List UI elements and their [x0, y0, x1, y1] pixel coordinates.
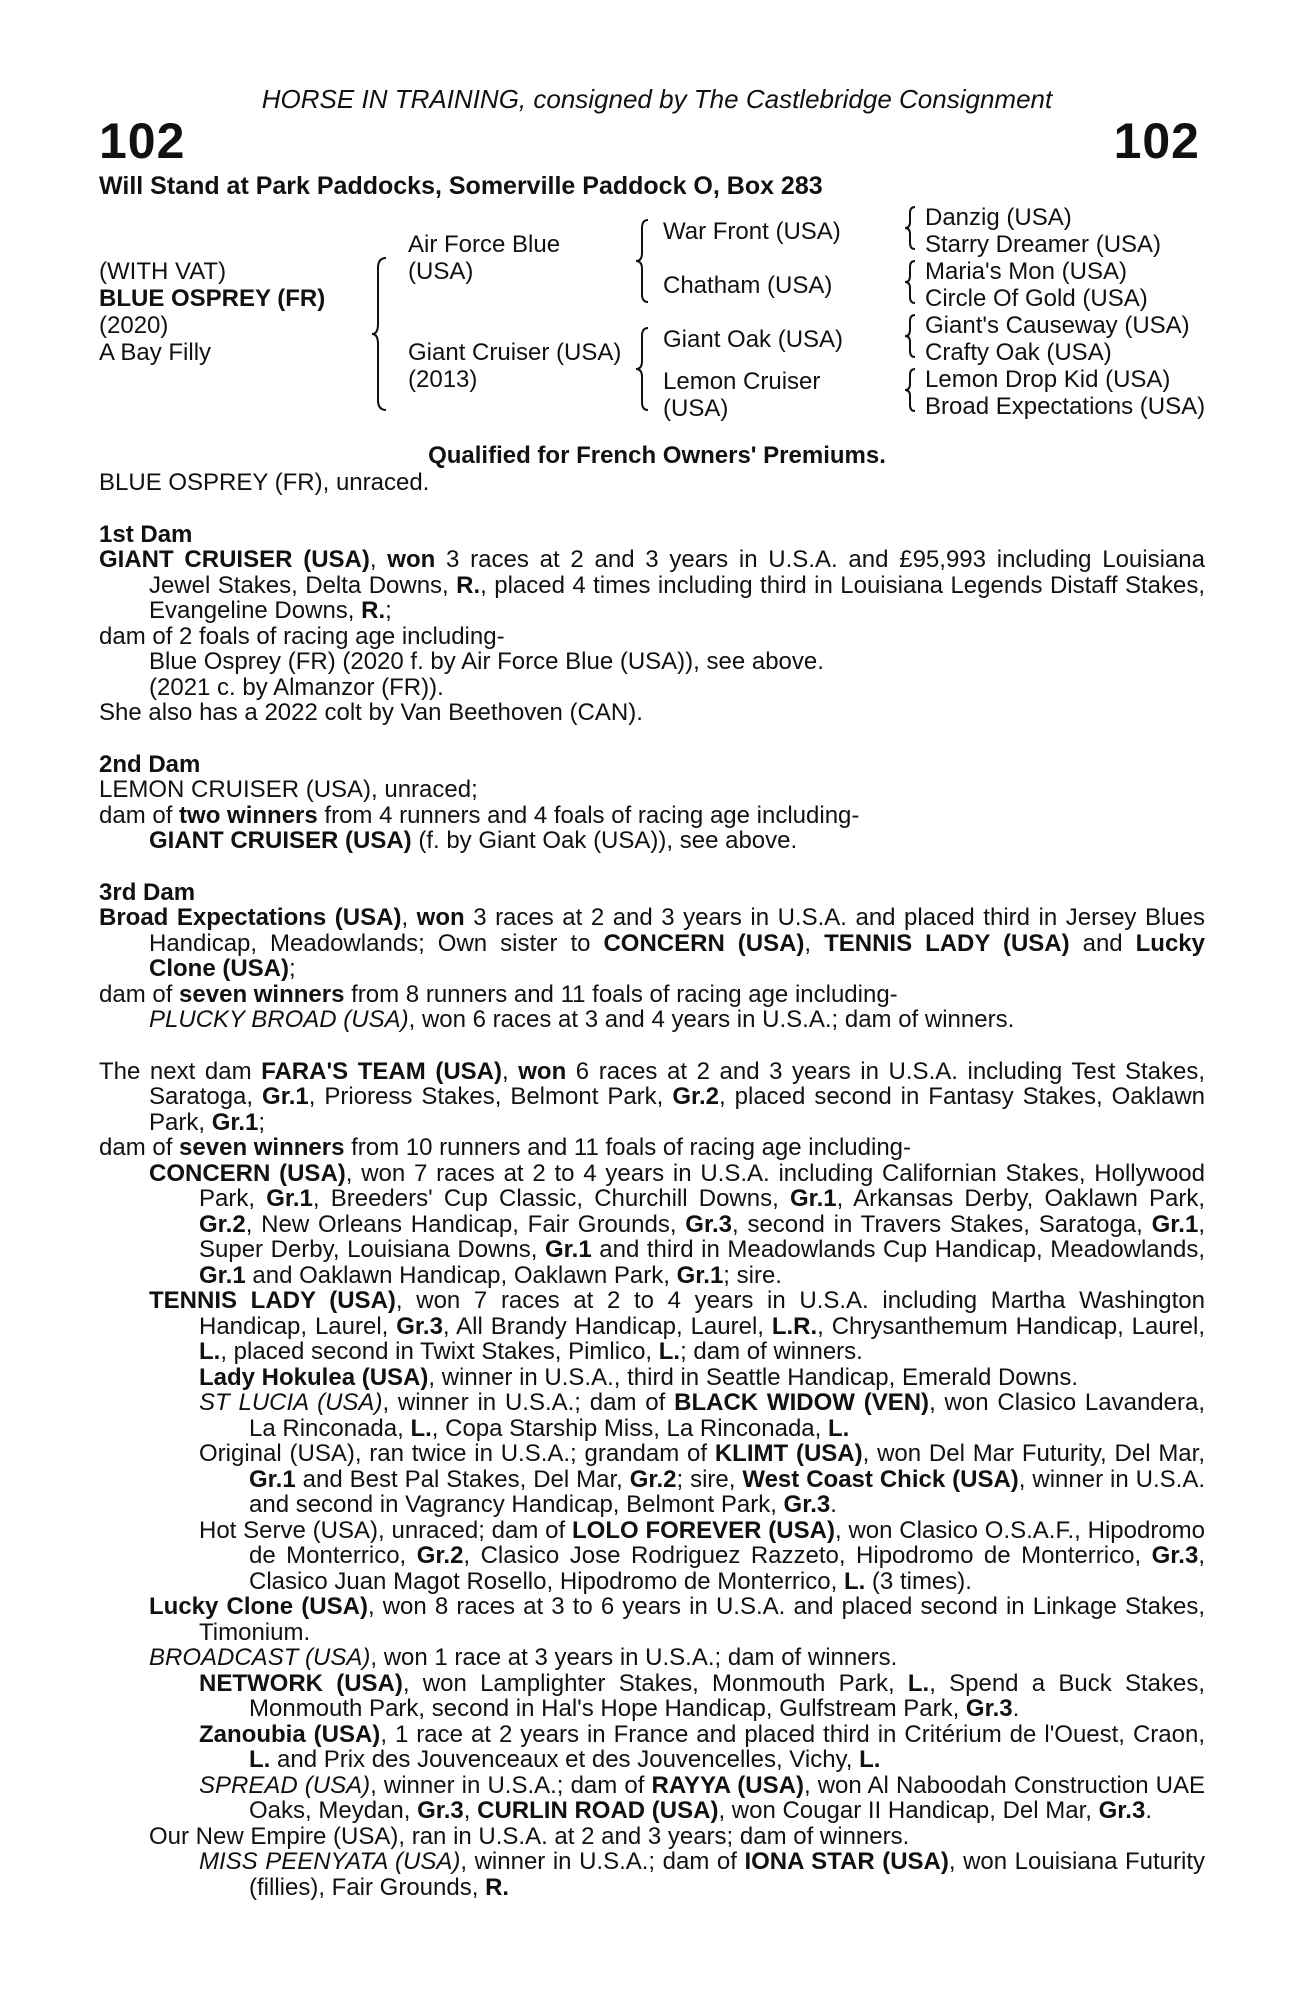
dd-country: (USA)	[663, 395, 729, 422]
second-dam-heading: 2nd Dam	[99, 750, 201, 778]
first-dam-produce: dam of 2 foals of racing age including-	[99, 622, 505, 650]
record-text: ; sire.	[723, 1261, 782, 1289]
record-text: .	[830, 1491, 837, 1518]
record-text: , Super Derby, Louisiana Downs,	[199, 1210, 1205, 1263]
record-text: .	[1012, 1695, 1020, 1722]
record-text: , second in Travers Stakes, Saratoga,	[732, 1210, 1152, 1238]
record-text: , won Lamplighter Stakes, Monmouth Park,	[402, 1669, 908, 1697]
record-text: , Prioress Stakes, Belmont Park,	[308, 1083, 673, 1110]
grade-label: Gr.1	[211, 1108, 259, 1136]
grade-label: Gr.3	[1098, 1797, 1146, 1824]
winners-count: two winners	[179, 801, 318, 829]
record-text: ; sire,	[676, 1465, 743, 1493]
first-dam-record: GIANT CRUISER (USA), won 3 races at 2 and 3 years in U.S.A. and £95,993 including Louisiana Jewel Stakes, Delta Downs, R., placed 4 times including third in Louisiana Legends Distaff Stakes, Evangeline Downs, R.;	[99, 546, 1205, 624]
foal-entry	[99, 1365, 1205, 1391]
foal-name: BROADCAST (USA)	[149, 1644, 371, 1671]
page-header: HORSE IN TRAINING, consigned by The Castlebridge Consignment	[261, 84, 1053, 114]
horse-name: RAYYA (USA)	[651, 1771, 804, 1799]
record-text: , placed 4 times including third in Louisiana Legends Distaff Stakes, Evangeline Downs,	[149, 571, 1205, 624]
record-text: from 4 runners and 4 foals of racing age including-	[317, 801, 860, 829]
record-text: ;	[289, 955, 296, 982]
foal-name: Zanoubia (USA)	[199, 1720, 381, 1748]
sibling-name: CONCERN (USA)	[603, 929, 805, 957]
foal-entry	[99, 1849, 1205, 1900]
dam-year: (2013)	[408, 366, 478, 393]
foal-entry	[99, 1722, 1205, 1773]
record-text: , won Del Mar Futurity, Del Mar,	[862, 1440, 1205, 1467]
record-text: , Breeders' Cup Classic, Churchill Downs,	[312, 1185, 790, 1212]
record-text: , Spend a Buck Stakes, Monmouth Park, second in Hal's Hope Handicap, Gulfstream Park,	[249, 1669, 1205, 1722]
record-text: , winner in U.S.A., third in Seattle Handicap, Emerald Downs.	[428, 1363, 1079, 1391]
dss-name: Giant's Causeway (USA)	[925, 312, 1190, 339]
first-dam-name: GIANT CRUISER (USA)	[99, 546, 370, 573]
record-text: (f. by Giant Oak (USA)), see above.	[411, 827, 798, 854]
grade-label: Gr.1	[789, 1185, 837, 1212]
sss-name: Danzig (USA)	[925, 204, 1072, 231]
foal-name: SPREAD (USA)	[199, 1771, 371, 1799]
grade-label: L.	[859, 1746, 881, 1773]
intro-line: BLUE OSPREY (FR), unraced.	[99, 469, 430, 496]
grade-label: R.	[361, 597, 386, 624]
record-text: Original (USA), ran twice in U.S.A.; grandam of	[199, 1440, 715, 1467]
sire-brace	[634, 218, 652, 304]
record-text: , winner in U.S.A.; dam of	[382, 1389, 675, 1416]
record-text: , won Clasico O.S.A.F., Hipodromo de Monterrico,	[249, 1516, 1206, 1569]
ds-brace	[903, 313, 917, 359]
record-text: , won 7 races at 2 to 4 years in U.S.A. including Martha Washington Handicap, Laurel,	[199, 1287, 1206, 1340]
vat-note: (WITH VAT)	[99, 258, 227, 285]
record-text: , won Cougar II Handicap, Del Mar,	[718, 1797, 1099, 1824]
lot-number-left: 102	[99, 113, 186, 169]
record-text: ;	[258, 1108, 266, 1136]
third-dam-heading: 3rd Dam	[99, 878, 196, 906]
third-dam-produce	[99, 982, 1205, 1008]
record-text: , Clasico Jose Rodriguez Razzeto, Hipodromo de Monterrico,	[463, 1542, 1152, 1569]
dds-name: Lemon Drop Kid (USA)	[925, 366, 1171, 393]
sd-brace	[903, 259, 917, 305]
grade-label: Gr.3	[783, 1491, 831, 1518]
foal-entry	[99, 1161, 1205, 1289]
ddd-name: Broad Expectations (USA)	[925, 393, 1206, 420]
grade-label: L.	[410, 1414, 432, 1442]
record-text: , winner in U.S.A. and second in Vagrancy Handicap, Belmont Park,	[249, 1465, 1205, 1518]
record-text: , won 8 races at 3 to 6 years in U.S.A. and placed second in Linkage Stakes, Timonium.	[199, 1593, 1205, 1646]
horse-name: West Coast Chick (USA)	[742, 1465, 1019, 1493]
grade-label: Gr.1	[262, 1083, 309, 1110]
foal-name: TENNIS LADY (USA)	[149, 1287, 396, 1314]
record-text: and Prix des Jouvenceaux et des Jouvencelles, Vichy,	[270, 1746, 860, 1773]
foal-name: MISS PEENYATA (USA)	[199, 1848, 461, 1875]
record-text: 6 races at 2 and 3 years in U.S.A. including Test Stakes, Saratoga,	[149, 1057, 1205, 1110]
dam-brace	[634, 326, 652, 412]
record-text: , placed second in Fantasy Stakes, Oaklawn Park,	[149, 1083, 1205, 1136]
foal-entry	[99, 1518, 1205, 1595]
dam-name: Giant Cruiser (USA)	[408, 339, 622, 366]
sibling-name: Lucky Clone (USA)	[149, 929, 1205, 982]
winners-count: seven winners	[179, 1134, 345, 1161]
foal-entry: Blue Osprey (FR) (2020 f. by Air Force Blue (USA)), see above.	[149, 648, 824, 675]
horse-name: BLACK WIDOW (VEN)	[674, 1389, 930, 1416]
foal-entry	[99, 828, 1205, 854]
horse-name: LOLO FOREVER (USA)	[572, 1516, 835, 1544]
record-text: Hot Serve (USA), unraced; dam of	[199, 1516, 573, 1544]
record-text: 3 races at 2 and 3 years in U.S.A. and £95,993 including Louisiana Jewel Stakes, Delta Downs,	[149, 546, 1205, 599]
foal-entry	[99, 1594, 1205, 1645]
sire-name: Air Force Blue	[408, 231, 561, 258]
grade-label: Gr.2	[629, 1465, 677, 1493]
record-text: and	[1069, 929, 1136, 957]
foal-entry: Our New Empire (USA), ran in U.S.A. at 2 and 3 years; dam of winners.	[149, 1822, 910, 1850]
record-text: , won 6 races at 3 and 4 years in U.S.A.; dam of winners.	[408, 1006, 1015, 1033]
grade-label: Gr.2	[416, 1542, 464, 1569]
grade-label: L.	[907, 1669, 930, 1697]
record-text: , won Al Naboodah Construction UAE Oaks, Meydan,	[249, 1771, 1205, 1824]
record-text: dam of	[99, 1134, 180, 1161]
record-text: , Chrysanthemum Handicap, Laurel,	[817, 1312, 1205, 1340]
first-dam-heading: 1st Dam	[99, 520, 193, 548]
record-text: , Arkansas Derby, Oaklawn Park,	[836, 1185, 1206, 1212]
ssd-name: Starry Dreamer (USA)	[925, 231, 1162, 258]
grade-label: Gr.1	[266, 1185, 313, 1212]
grade-label: Gr.1	[544, 1236, 592, 1263]
grade-label: R.	[485, 1873, 510, 1901]
foal-name: PLUCKY BROAD (USA)	[149, 1006, 409, 1033]
foal-entry	[99, 1671, 1205, 1722]
sibling-name: TENNIS LADY (USA)	[824, 929, 1070, 957]
horse-name: IONA STAR (USA)	[744, 1848, 949, 1875]
record-text: dam of	[99, 980, 180, 1008]
record-text: The next dam	[99, 1057, 262, 1085]
record-text: and Oaklawn Handicap, Oaklawn Park,	[245, 1261, 677, 1289]
record-text: , won Louisiana Futurity (fillies), Fair Grounds,	[249, 1848, 1205, 1901]
record-text: 3 races at 2 and 3 years in U.S.A. and placed third in Jersey Blues Handicap, Meadowlands; Own sister to	[149, 904, 1205, 957]
sdd-name: Circle Of Gold (USA)	[925, 285, 1148, 312]
won-label: won	[387, 546, 436, 573]
grade-label: Gr.3	[396, 1312, 443, 1340]
dd-brace	[903, 367, 917, 413]
grade-label: Gr.3	[417, 1797, 464, 1824]
foal-entry: (2021 c. by Almanzor (FR)).	[149, 673, 444, 701]
stand-location: Will Stand at Park Paddocks, Somerville Paddock O, Box 283	[99, 172, 823, 200]
grade-label: Gr.3	[1151, 1542, 1199, 1569]
dsd-name: Crafty Oak (USA)	[925, 339, 1112, 366]
grade-label: Gr.1	[249, 1465, 296, 1493]
record-text: , All Brandy Handicap, Laurel,	[442, 1312, 772, 1340]
record-text: ,	[501, 1057, 519, 1085]
next-dam-produce	[99, 1135, 1205, 1161]
record-text: , winner in U.S.A.; dam of	[370, 1771, 652, 1799]
lot-number-right: 102	[1113, 113, 1200, 169]
foal-entry	[99, 1390, 1205, 1441]
record-text: ;	[385, 597, 392, 624]
grade-label: Gr.3	[965, 1695, 1013, 1722]
dd-name: Lemon Cruiser	[663, 368, 821, 395]
horse-year: (2020)	[99, 312, 169, 339]
grade-label: Gr.1	[1151, 1210, 1199, 1238]
record-text: , Copa Starship Miss, La Rinconada,	[431, 1414, 828, 1442]
grade-label: Gr.1	[676, 1261, 724, 1289]
grade-label: L.	[827, 1414, 850, 1442]
horse-name: BLUE OSPREY (FR)	[99, 285, 326, 312]
ss-brace	[903, 205, 917, 251]
foal-name: NETWORK (USA)	[199, 1669, 403, 1697]
record-text: , won 1 race at 3 years in U.S.A.; dam of winners.	[370, 1644, 898, 1671]
grade-label: Gr.3	[685, 1210, 732, 1238]
foal-name: CONCERN (USA)	[149, 1159, 346, 1187]
won-label: won	[518, 1057, 567, 1085]
third-dam-record: Broad Expectations (USA), won 3 races at 2 and 3 years in U.S.A. and placed third in Jersey Blues Handicap, Meadowlands; Own sister to CONCERN (USA), TENNIS LADY (USA) and Lucky Clone (USA);	[99, 904, 1205, 982]
also-note: She also has a 2022 colt by Van Beethoven (CAN).	[99, 699, 643, 726]
grade-label: L.	[843, 1567, 866, 1595]
pedigree-brace	[370, 256, 390, 412]
record-text: , New Orleans Handicap, Fair Grounds,	[245, 1210, 686, 1238]
record-text: , won Clasico Lavandera, La Rinconada,	[249, 1389, 1205, 1442]
third-dam-name: Broad Expectations (USA)	[99, 904, 402, 931]
foal-entry	[99, 1441, 1205, 1518]
record-text: (3 times).	[865, 1567, 972, 1595]
grade-label: Gr.2	[199, 1210, 246, 1238]
next-dam-record	[99, 1059, 1205, 1136]
grade-label: Gr.2	[672, 1083, 720, 1110]
grade-label: L.	[249, 1746, 271, 1773]
record-text: .	[1145, 1797, 1152, 1824]
record-text: from 8 runners and 11 foals of racing age including-	[344, 980, 898, 1008]
record-text: , placed second in Twixt Stakes, Pimlico,	[220, 1338, 659, 1365]
grade-label: R.	[456, 571, 481, 599]
record-text: , won 7 races at 2 to 4 years in U.S.A. including Californian Stakes, Hollywood Park,	[199, 1159, 1205, 1212]
horse-name: CURLIN ROAD (USA)	[477, 1797, 719, 1824]
grade-label: Gr.1	[199, 1261, 246, 1289]
record-text: ,	[804, 929, 825, 957]
foal-name: GIANT CRUISER (USA)	[149, 827, 412, 854]
foal-name: Lady Hokulea (USA)	[199, 1363, 429, 1391]
foal-entry	[99, 1288, 1205, 1365]
record-text: and Best Pal Stakes, Del Mar,	[295, 1465, 630, 1493]
foal-entry	[99, 1773, 1205, 1824]
next-dam-name: FARA'S TEAM (USA)	[261, 1057, 502, 1085]
foal-name: ST LUCIA (USA)	[199, 1389, 383, 1416]
record-text: , 1 race at 2 years in France and placed third in Critérium de l'Ouest, Craon,	[380, 1720, 1205, 1748]
record-text: dam of	[99, 801, 180, 829]
horse-name: KLIMT (USA)	[714, 1440, 863, 1467]
sire-country: (USA)	[408, 258, 474, 285]
ds-name: Giant Oak (USA)	[663, 326, 844, 353]
second-dam-produce	[99, 803, 1205, 829]
won-label: won	[416, 904, 465, 931]
grade-label: L.R.	[771, 1312, 818, 1340]
record-text: , Clasico Juan Magot Rosello, Hipodromo de Monterrico,	[249, 1542, 1205, 1595]
record-text: from 10 runners and 11 foals of racing age including-	[344, 1134, 912, 1161]
record-text: ; dam of winners.	[680, 1338, 863, 1365]
record-text: ,	[463, 1797, 478, 1824]
winners-count: seven winners	[179, 980, 345, 1008]
grade-label: L.	[658, 1338, 681, 1365]
record-text: , winner in U.S.A.; dam of	[460, 1848, 745, 1875]
catalogue-body	[99, 470, 1205, 1900]
second-dam-line: LEMON CRUISER (USA), unraced;	[99, 776, 478, 803]
horse-description: A Bay Filly	[99, 339, 212, 366]
sds-name: Maria's Mon (USA)	[925, 258, 1127, 285]
premium-note: Qualified for French Owners' Premiums.	[428, 442, 886, 469]
foal-entry	[99, 1007, 1205, 1033]
ss-name: War Front (USA)	[663, 218, 841, 245]
foal-name: Lucky Clone (USA)	[149, 1593, 368, 1620]
sd-name: Chatham (USA)	[663, 272, 833, 299]
foal-entry	[99, 1645, 1205, 1671]
grade-label: L.	[199, 1338, 221, 1365]
record-text: and third in Meadowlands Cup Handicap, Meadowlands,	[591, 1236, 1205, 1263]
